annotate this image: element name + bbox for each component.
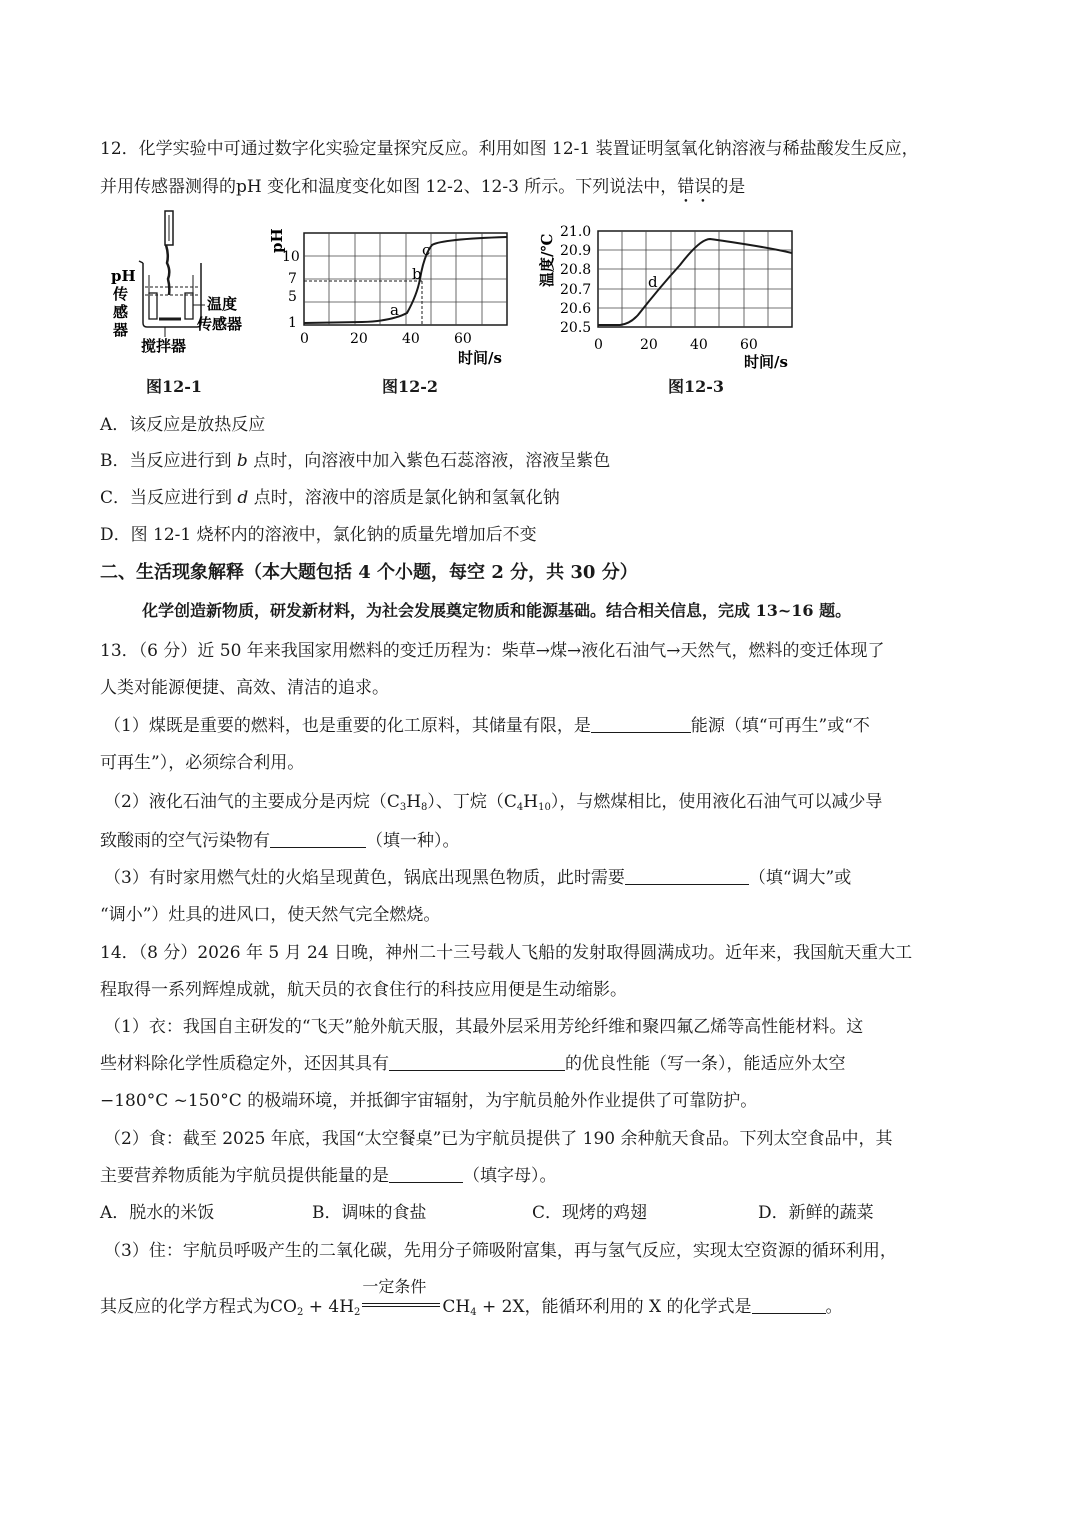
q14-p2-text: 主要营养物质能为宇航员提供能量的是 [100,1166,389,1186]
q14-part3-line1: （3）住：宇航员呼吸产生的二氧化碳，先用分子筛吸附富集，再与氢气反应，实现太空资源的循环利用， [104,1241,897,1261]
q12-stem-suffix: 的是 [711,177,746,197]
q13-part2-line1 [104,787,882,813]
eq-rest: + 2X [476,1297,525,1317]
q14-p3-text2: ，能循环利用的 X 的化学式是 [524,1297,752,1317]
figure-12-3-caption: 图12-3 [668,377,725,396]
fig2-xtick-20: 20 [350,331,368,347]
fig1-label-qi: 器 [113,321,129,339]
q13-part2-line2 [100,826,460,851]
eq-ch: CH [442,1297,471,1317]
fig2-ytick-10: 10 [282,249,300,265]
q12-option-b [100,446,610,471]
eq-sub1: 2 [296,1307,304,1318]
fig3-xtick-40: 40 [690,337,708,353]
fig3-ytick-21-0: 21.0 [560,224,592,240]
temperature-sensor-icon [185,293,193,319]
q13-p3-text2: （填“调大”或 [748,868,852,888]
q14-option-a: A．脱水的米饭 [100,1203,215,1223]
q13-part3-line2: “调小”）灶具的进风口，使天然气完全燃烧。 [100,905,441,925]
q14-stem-line1: 14．（8 分）2026 年 5 月 24 日晚，神州二十三号载人飞船的发射取得圆满成功。近年来，我国航天重大工 [100,943,913,963]
q13-stem-line1: 13．（6 分）近 50 年来我国家用燃料的变迁历程为：柴草→煤→液化石油气→天然气，燃料的变迁体现了 [100,641,885,661]
q12-emphasis-word: 错误 [677,177,712,197]
q13-p2-h2: H [523,792,539,812]
q12-stem-line1: 12．化学实验中可通过数字化实验定量探究反应。利用如图 12-1 装置证明氢氧化钠溶液与稀盐酸发生反应， [100,139,919,159]
q12-option-c-text1: C．当反应进行到 [100,488,238,508]
q14-p1-text: 些材料除化学性质稳定外，还因其具有 [100,1054,389,1074]
ph-sensor-icon [149,293,157,319]
fig2-xtick-0: 0 [300,331,309,347]
q14-p3-text3: 。 [825,1297,843,1317]
fig2-xtick-40: 40 [402,331,420,347]
section-2-intro: 化学创造新物质，研发新材料，为社会发展奠定物质和能源基础。结合相关信息，完成 13~16 题。 [142,601,852,620]
q14-stem-line2: 程取得一系列辉煌成就，航天员的衣食住行的科技应用便是生动缩影。 [100,980,627,1000]
fig2-ytick-5: 5 [288,289,297,305]
q14-p2-text2: （填字母）。 [463,1166,557,1186]
q12-option-c-text2: 点时，溶液中的溶质是氯化钠和氢氧化钠 [248,488,560,508]
eq-sub2: 2 [354,1307,361,1318]
q13-p2-sub3: 4 [516,802,524,813]
q13-p2-text: （2）液化石油气的主要成分是丙烷（C [104,792,400,812]
q14-option-c: C．现烤的鸡翅 [532,1203,648,1223]
q12-option-a: A．该反应是放热反应 [100,415,266,435]
equation [270,1277,525,1318]
q13-stem-line2: 人类对能源便捷、高效、清洁的追求。 [100,678,389,698]
q13-p2-text4: 致酸雨的空气污染物有 [100,831,270,851]
q14-part2-options [100,1198,874,1223]
fig2-point-c: c [422,241,431,259]
fig2-point-a: a [390,301,399,319]
fig1-label-stirrer: 搅拌器 [141,337,187,355]
q13-p2-h1: H [406,792,422,812]
figure-12-1-caption: 图12-1 [146,377,203,396]
q14-option-d: D．新鲜的蔬菜 [758,1203,874,1223]
q13-p2-text5: （填一种）。 [366,831,460,851]
q14-p1-text2: 的优良性能（写一条），能适应外太空 [565,1054,846,1074]
q12-stem-line2 [100,172,745,207]
fig2-point-b: b [412,265,422,283]
q12-option-d: D．图 12-1 烧杯内的溶液中，氯化钠的质量先增加后不变 [100,525,537,545]
fig1-label-ph: pH [111,267,136,285]
fig2-xlabel: 时间/s [458,349,502,367]
fig1-label-chuan: 传 [113,285,129,303]
figure-12-1-apparatus [105,205,265,365]
figure-12-2-chart [262,215,522,370]
q13-part1-line1 [104,711,870,736]
q14-part1-line2 [100,1049,846,1074]
q14-p3-blank[interactable] [752,1297,826,1314]
eq-sub3: 4 [470,1307,477,1318]
fig3-ytick-20-6: 20.6 [560,301,592,317]
fig3-xtick-20: 20 [640,337,658,353]
section-2-title: 二、生活现象解释（本大题包括 4 个小题，每空 2 分，共 30 分） [100,562,638,583]
figure-12-2-caption: 图12-2 [382,377,439,396]
fig2-ytick-7: 7 [288,271,297,287]
fig1-label-gan: 感 [113,303,129,321]
q13-p2-sub2: 8 [421,802,428,813]
q13-p3-text: （3）有时家用燃气灶的火焰呈现黄色，锅底出现黑色物质，此时需要 [104,868,625,888]
fig3-xlabel: 时间/s [744,353,788,370]
fig3-ytick-20-9: 20.9 [560,243,592,259]
q13-part3-line1 [104,863,851,888]
fig3-ytick-20-7: 20.7 [560,282,592,298]
fig3-ytick-20-5: 20.5 [560,320,592,336]
eq-double-line [362,1303,440,1307]
fig3-point-d: d [648,273,658,291]
q12-option-c-var: d [237,488,249,508]
fig3-xtick-60: 60 [740,337,758,353]
fig2-xtick-60: 60 [454,331,472,347]
eq-condition: 一定条件 [362,1277,427,1296]
q12-option-b-var: b [236,451,248,471]
figure-12-3-chart [530,215,810,370]
q12-stem-prefix: 并用传感器测得的pH 变化和温度变化如图 12-2、12-3 所示。下列说法中， [100,177,678,197]
q14-part2-line2 [100,1161,557,1186]
ph-curve [304,237,507,323]
fig1-label-temp: 温度 [207,295,238,313]
q13-p2-sub4: 10 [538,802,551,813]
q14-part1-line1: （1）衣：我国自主研发的“飞天”舱外航天服，其最外层采用芳纶纤维和聚四氟乙烯等高性能材料。这 [104,1017,864,1037]
fig2-ytick-1: 1 [288,315,297,331]
q13-p1-text2: 能源（填“可再生”或“不 [690,716,870,736]
q13-p2-sub1: 3 [399,802,407,813]
q14-part2-line1: （2）食：截至 2025 年底，我国“太空餐桌”已为宇航员提供了 190 余种航天食品。下列太空食品中，其 [104,1129,893,1149]
q13-p2-text2: ）、丁烷（C [427,792,517,812]
q14-part3-line2 [100,1277,843,1318]
q12-option-b-text2: 点时，向溶液中加入紫色石蕊溶液，溶液呈紫色 [247,451,611,471]
fig3-ylabel: 温度/℃ [538,233,556,287]
eq-arrow [360,1277,442,1314]
fig3-ytick-20-8: 20.8 [560,262,592,278]
q13-p2-blank[interactable] [270,831,366,848]
q14-p2-blank[interactable] [389,1166,463,1183]
q13-p2-text3: ），与燃煤相比，使用液化石油气可以减少导 [550,792,883,812]
q13-p1-blank[interactable] [591,716,691,733]
q12-option-c [100,483,560,508]
q14-p3-text: 其反应的化学方程式为 [100,1297,270,1317]
q14-p1-blank[interactable] [389,1054,565,1071]
eq-co: CO [270,1297,297,1317]
eq-plus-h: + 4H [303,1297,355,1317]
q13-part1-line2: 可再生”），必须综合利用。 [100,753,305,773]
fig2-ylabel: pH [268,228,286,253]
q13-p3-blank[interactable] [625,868,749,885]
q12-option-b-text1: B．当反应进行到 [100,451,237,471]
q14-part1-line3: −180°C ~150°C 的极端环境，并抵御宇宙辐射，为宇航员舱外作业提供了可靠防护。 [100,1091,758,1111]
fig1-label-temp-sensor: 传感器 [197,315,243,333]
fig3-xtick-0: 0 [594,337,603,353]
q13-p1-text: （1）煤既是重要的燃料，也是重要的化工原料，其储量有限，是 [104,716,591,736]
q14-option-b: B．调味的食盐 [312,1203,427,1223]
